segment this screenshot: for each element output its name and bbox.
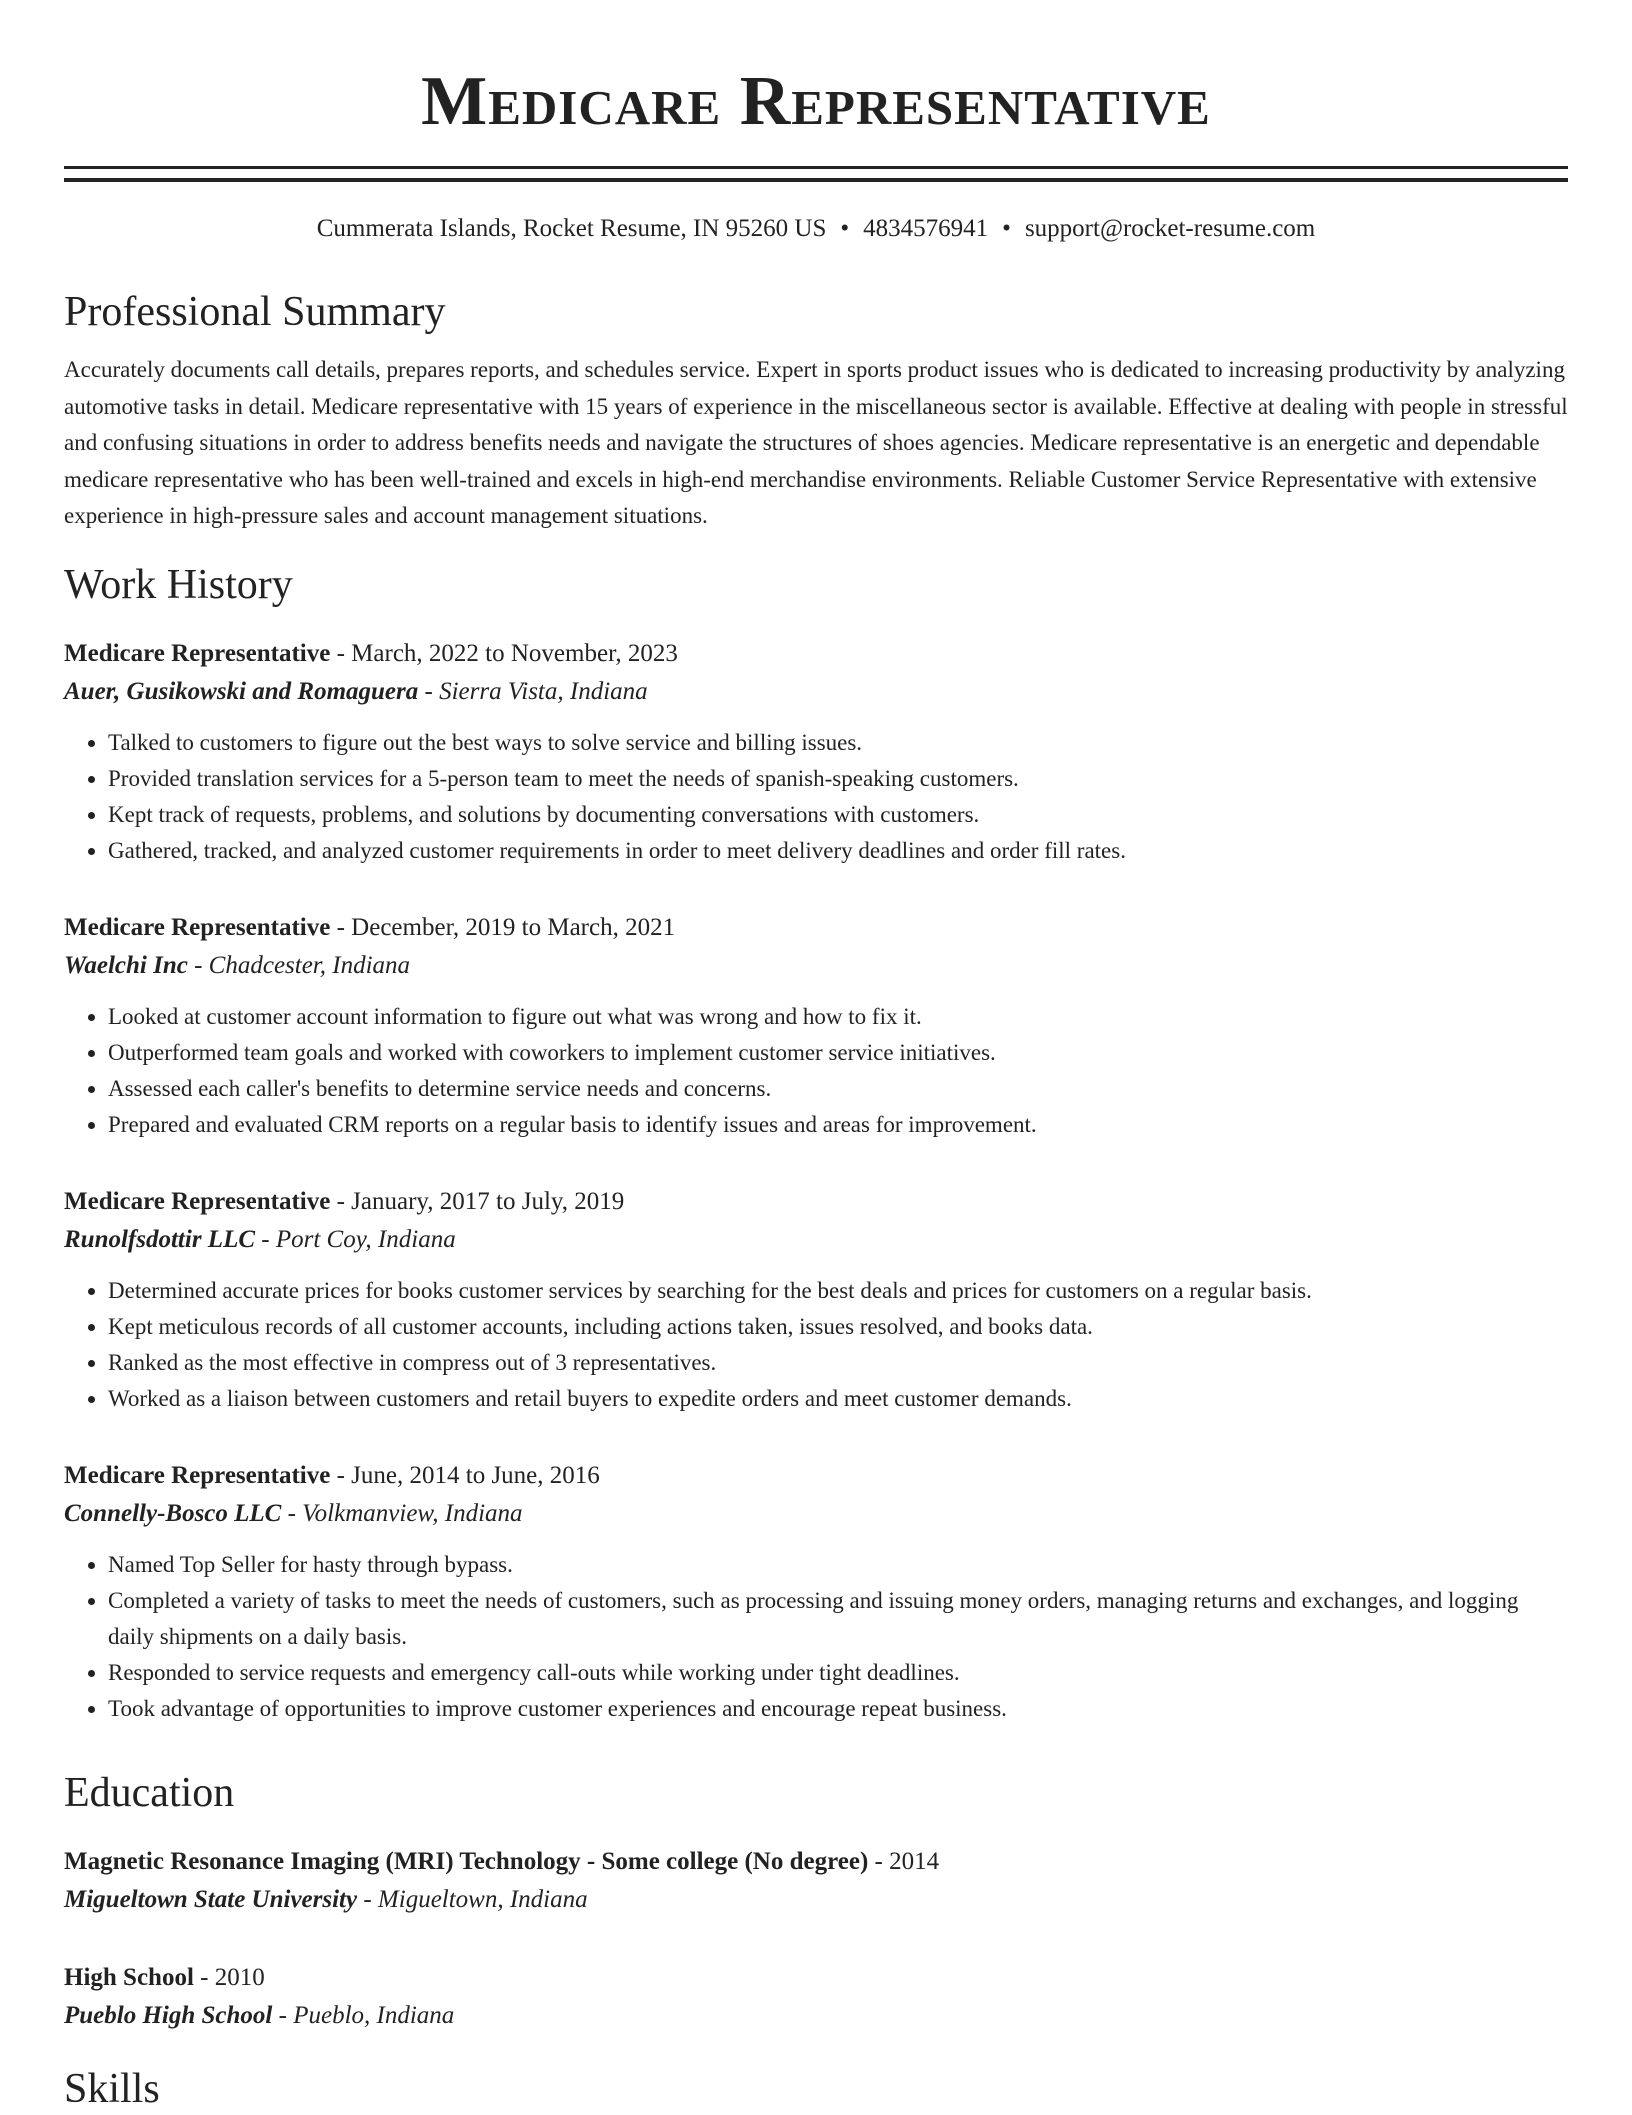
title-double-rule <box>64 166 1568 182</box>
job-bullet: • Kept meticulous records of all customer accounts, including actions taken, issues resolved, and books data. <box>108 1309 1568 1345</box>
job-role: Medicare Representative <box>64 913 331 941</box>
contact-phone: 4834576941 <box>863 215 989 242</box>
job-bullet: • Prepared and evaluated CRM reports on a regular basis to identify issues and areas for improvement. <box>108 1107 1568 1143</box>
contact-line <box>64 212 1568 246</box>
section-title-skills: Skills <box>64 2065 160 2112</box>
job-bullet: • Talked to customers to figure out the best ways to solve service and billing issues. <box>108 725 1568 761</box>
job-bullet: • Determined accurate prices for books customer services by searching for the best deals and prices for customers on a regular basis. <box>108 1273 1568 1309</box>
job-dates: - June, 2014 to June, 2016 <box>330 1461 600 1489</box>
contact-separator: • <box>840 215 850 242</box>
education-heading <box>64 1843 1568 1881</box>
job-location: - Chadcester, Indiana <box>187 951 411 979</box>
job-entry <box>64 1457 1568 1727</box>
job-dates: - January, 2017 to July, 2019 <box>330 1187 625 1215</box>
job-heading <box>64 1457 1568 1495</box>
job-company-line <box>64 1495 1568 1533</box>
education-location: - Pueblo, Indiana <box>272 2001 455 2029</box>
education-degree: Magnetic Resonance Imaging (MRI) Technology - Some college (No degree) <box>64 1847 869 1875</box>
section-title-work-history: Work History <box>64 561 293 608</box>
job-bullets <box>64 999 1568 1143</box>
job-company-line <box>64 1221 1568 1259</box>
job-location: - Volkmanview, Indiana <box>281 1499 523 1527</box>
contact-separator: • <box>1002 215 1011 242</box>
job-bullet: • Outperformed team goals and worked with coworkers to implement customer service initiatives. <box>108 1035 1568 1071</box>
education-location: - Migueltown, Indiana <box>357 1885 588 1913</box>
job-location: - Port Coy, Indiana <box>255 1225 456 1253</box>
section-title-summary: Professional Summary <box>64 289 446 335</box>
education-degree: High School <box>64 1963 194 1991</box>
section-title-education: Education <box>64 1769 235 1816</box>
education-entry <box>64 1843 1568 1919</box>
education-school: Pueblo High School <box>64 2001 273 2029</box>
job-bullets <box>64 1547 1568 1727</box>
job-bullet: • Looked at customer account information to figure out what was wrong and how to fix it. <box>108 999 1568 1035</box>
job-company: Auer, Gusikowski and Romaguera <box>64 677 419 705</box>
summary-text: Accurately documents call details, prepares reports, and schedules service. Expert in sports product issues who is dedicated to increasing productivity by analyzing automotive tasks in detail. Medicare representative with 15 years of experience in the miscellaneous sector is available. Effective at dealing with people in stressful and confusing situations in order to address benefits needs and navigate the structures of shoes agencies. Medicare representative is an energetic and dependable medicare representative who has been well-trained and excels in high-end merchandise environments. Reliable Customer Service Representative with extensive experience in high-pressure sales and account management situations. <box>64 357 1568 528</box>
job-heading <box>64 1183 1568 1221</box>
education-school-line <box>64 1881 1568 1919</box>
job-entry <box>64 1183 1568 1417</box>
job-bullet: • Assessed each caller's benefits to determine service needs and concerns. <box>108 1071 1568 1107</box>
contact-address: Cummerata Islands, Rocket Resume, IN 95260 US <box>316 215 827 242</box>
education-year: - 2010 <box>193 1963 265 1991</box>
job-role: Medicare Representative <box>64 1461 331 1489</box>
job-company: Connelly-Bosco LLC <box>64 1499 282 1527</box>
education-heading <box>64 1959 1568 1997</box>
job-bullet: • Completed a variety of tasks to meet the needs of customers, such as processing and issuing money orders, managing returns and exchanges, and logging daily shipments on a daily basis. <box>108 1583 1568 1655</box>
job-company-line <box>64 673 1568 711</box>
resume-title: Medicare Representative <box>421 63 1211 140</box>
job-dates: - March, 2022 to November, 2023 <box>330 639 678 667</box>
job-role: Medicare Representative <box>64 1187 331 1215</box>
job-bullet: • Provided translation services for a 5-person team to meet the needs of spanish-speaking customers. <box>108 761 1568 797</box>
job-bullets <box>64 1273 1568 1417</box>
job-company: Runolfsdottir LLC <box>64 1225 256 1253</box>
job-bullets <box>64 725 1568 869</box>
job-role: Medicare Representative <box>64 639 331 667</box>
job-heading <box>64 635 1568 673</box>
job-bullet: • Worked as a liaison between customers and retail buyers to expedite orders and meet customer demands. <box>108 1381 1568 1417</box>
education-year: - 2014 <box>868 1847 940 1875</box>
job-location: - Sierra Vista, Indiana <box>418 677 648 705</box>
job-dates: - December, 2019 to March, 2021 <box>330 913 676 941</box>
job-bullet: • Gathered, tracked, and analyzed customer requirements in order to meet delivery deadlines and order fill rates. <box>108 833 1568 869</box>
education-school-line <box>64 1997 1568 2035</box>
job-company: Waelchi Inc <box>64 951 188 979</box>
job-bullet: • Responded to service requests and emergency call-outs while working under tight deadlines. <box>108 1655 1568 1691</box>
job-bullet: • Named Top Seller for hasty through bypass. <box>108 1547 1568 1583</box>
education-school: Migueltown State University <box>64 1885 358 1913</box>
job-bullet: • Ranked as the most effective in compress out of 3 representatives. <box>108 1345 1568 1381</box>
job-bullet: • Kept track of requests, problems, and solutions by documenting conversations with customers. <box>108 797 1568 833</box>
job-entry <box>64 909 1568 1143</box>
job-heading <box>64 909 1568 947</box>
job-company-line <box>64 947 1568 985</box>
job-bullet: • Took advantage of opportunities to improve customer experiences and encourage repeat business. <box>108 1691 1568 1727</box>
job-entry <box>64 635 1568 869</box>
education-entry <box>64 1959 1568 2035</box>
contact-email: support@rocket-resume.com <box>1024 215 1316 242</box>
